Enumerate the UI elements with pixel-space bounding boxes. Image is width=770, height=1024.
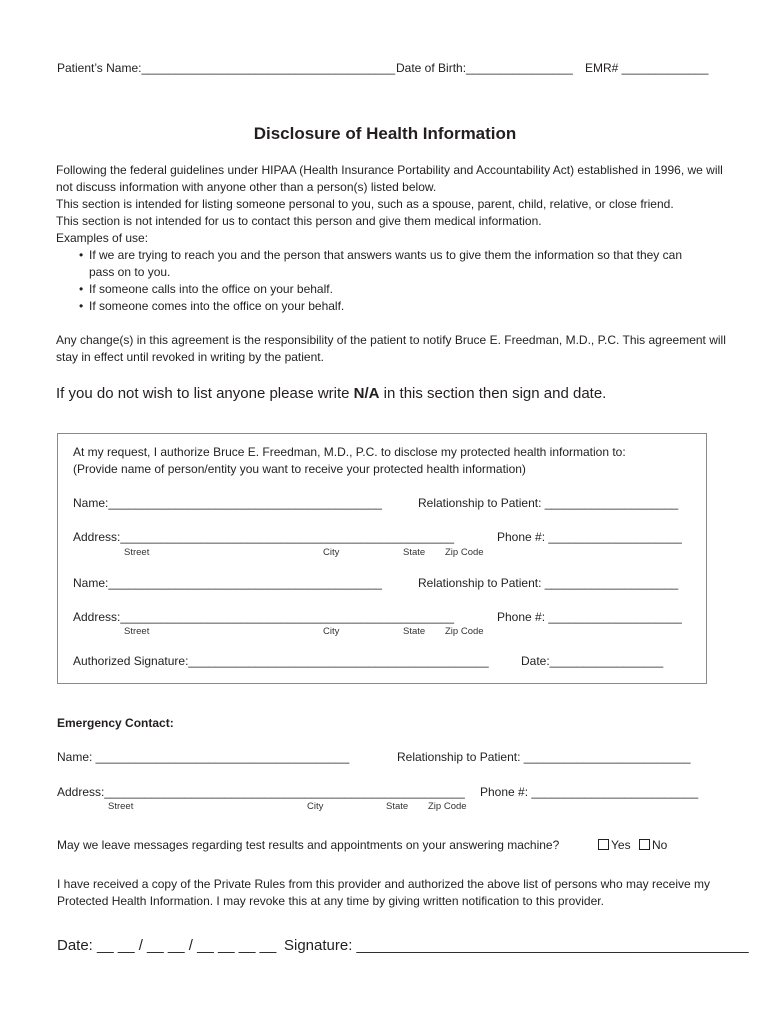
patient-name-field[interactable]: Patient’s Name:______________________________________ — [57, 61, 396, 75]
authorization-statement: At my request, I authorize Bruce E. Freedman, M.D., P.C. to disclose my protected health information to: — [73, 445, 626, 459]
street-caption: Street — [124, 626, 150, 637]
example-item: • If someone comes into the office on your behalf. — [89, 298, 736, 315]
examples-list — [56, 247, 736, 315]
na-instruction-pre: If you do not wish to list anyone please write — [56, 385, 354, 402]
emergency-name-field[interactable]: Name: ______________________________________ — [57, 750, 350, 764]
emergency-relationship-field[interactable]: Relationship to Patient: _________________________ — [397, 750, 691, 764]
emr-field[interactable]: EMR# _____________ — [585, 61, 709, 75]
auth-phone-field-1[interactable]: Phone #: ____________________ — [497, 530, 682, 544]
yes-checkbox[interactable] — [598, 839, 609, 850]
intro-limitation: This section is not intended for us to contact this person and give them medical information. — [56, 214, 542, 228]
city-caption: City — [323, 626, 340, 637]
emergency-contact-heading: Emergency Contact: — [57, 716, 174, 730]
street-caption: Street — [124, 547, 150, 558]
emergency-address-field[interactable]: Address:______________________________________________________ — [57, 785, 465, 799]
auth-name-field-1[interactable]: Name:_________________________________________ — [73, 496, 382, 510]
example-item: • If someone calls into the office on your behalf. — [89, 281, 736, 298]
yes-option[interactable] — [598, 838, 631, 852]
intro-purpose: This section is intended for listing someone personal to you, such as a spouse, parent, child, relative, or close friend. — [56, 197, 674, 211]
na-instruction-post: in this section then sign and date. — [379, 385, 607, 402]
footer-signature-field[interactable]: Signature: _______________________________________________ — [284, 937, 749, 954]
zip-caption: Zip Code — [428, 801, 467, 812]
auth-address-field-1[interactable]: Address:__________________________________________________ — [73, 530, 455, 544]
messages-question: May we leave messages regarding test results and appointments on your answering machine? — [57, 838, 560, 852]
city-caption: City — [323, 547, 340, 558]
examples-label: Examples of use: — [56, 231, 149, 245]
city-caption: City — [307, 801, 324, 812]
footer-date-field[interactable]: Date: __ __ / __ __ / __ __ __ __ — [57, 937, 277, 954]
no-checkbox[interactable] — [639, 839, 650, 850]
authorization-instruction: (Provide name of person/entity you want to receive your protected health information) — [73, 462, 526, 476]
agreement-paragraph: Any change(s) in this agreement is the responsibility of the patient to notify Bruce E. Freedman, M.D., P.C. This agreement will stay in effect until revoked in writing by the patient. — [56, 333, 726, 364]
authorized-signature-field[interactable]: Authorized Signature:_____________________________________________ — [73, 654, 489, 668]
page-title: Disclosure of Health Information — [253, 124, 517, 143]
intro-paragraph: Following the federal guidelines under HIPAA (Health Insurance Portability and Accountability Act) established in 1996, we will not discuss information with anyone other than a person(s) listed below. — [56, 163, 723, 194]
auth-phone-field-2[interactable]: Phone #: ____________________ — [497, 610, 682, 624]
auth-address-field-2[interactable]: Address:__________________________________________________ — [73, 610, 455, 624]
auth-name-field-2[interactable]: Name:_________________________________________ — [73, 576, 382, 590]
auth-relationship-field-2[interactable]: Relationship to Patient: ____________________ — [418, 576, 679, 590]
zip-caption: Zip Code — [445, 626, 484, 637]
na-instruction — [56, 385, 606, 402]
yes-label: Yes — [611, 838, 631, 852]
no-label: No — [652, 838, 668, 852]
no-option[interactable] — [639, 838, 667, 852]
state-caption: State — [403, 547, 426, 558]
example-item: • If we are trying to reach you and the person that answers wants us to give them the information so that they can pass on to you. — [89, 247, 709, 281]
emergency-phone-field[interactable]: Phone #: _________________________ — [480, 785, 699, 799]
private-rules-acknowledgement: I have received a copy of the Private Rules from this provider and authorized the above list of persons who may receive my Protected Health Information. I may revoke this at any time by giving written notification to this provider. — [57, 877, 710, 908]
authorized-date-field[interactable]: Date:_________________ — [521, 654, 664, 668]
intro-section — [56, 162, 736, 366]
zip-caption: Zip Code — [445, 547, 484, 558]
auth-relationship-field-1[interactable]: Relationship to Patient: ____________________ — [418, 496, 679, 510]
date-of-birth-field[interactable]: Date of Birth:________________ — [396, 61, 573, 75]
state-caption: State — [403, 626, 426, 637]
street-caption: Street — [108, 801, 134, 812]
state-caption: State — [386, 801, 409, 812]
na-instruction-bold: N/A — [353, 385, 380, 402]
